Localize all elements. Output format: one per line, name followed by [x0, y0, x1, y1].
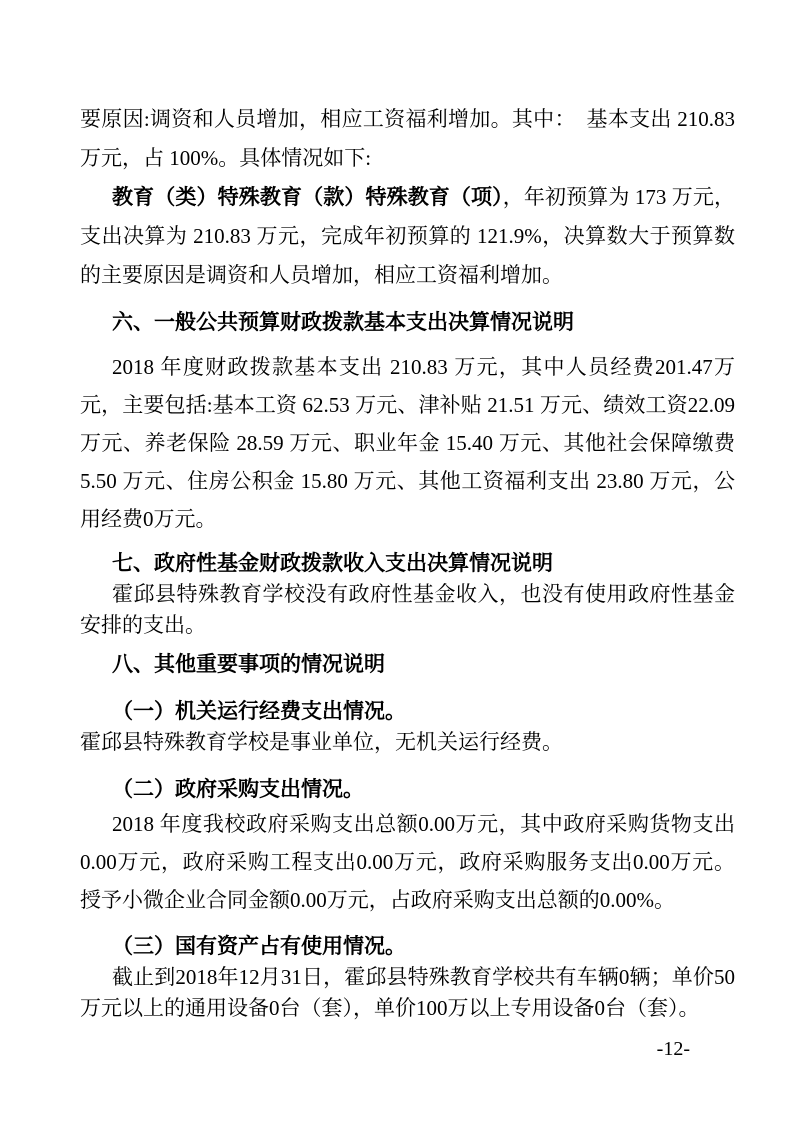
paragraph-item-one: 霍邱县特殊教育学校是事业单位，无机关运行经费。 — [80, 730, 563, 754]
heading-section-eight: 八、其他重要事项的情况说明 — [112, 653, 385, 676]
education-category-detail: ，年初预算为 173 万元，支出决算为 210.83 万元，完成年初预算的 121.9%，决算数大于预算数的主要原因是调资和人员增加，相应工资福利增加。 — [80, 185, 736, 287]
paragraph-section-seven: 霍邱县特殊教育学校没有政府性基金收入，也没有使用政府性基金安排的支出。 — [80, 582, 735, 637]
paragraph-section-six: 2018 年度财政拨款基本支出 210.83 万元，其中人员经费201.47万元，主要包括:基本工资 62.53 万元、津补贴 21.51 万元、绩效工资22.09 万元、养老保险 28.59 万元、职业年金 15.40 万元、其他社会保障缴费 5.50 万元、住房公积金 15.80 万元、其他工资福利支出 23.80 万元，公用经费0万元。 — [80, 355, 735, 531]
heading-item-two: （二）政府采购支出情况。 — [112, 778, 364, 801]
paragraph-item-three: 截止到2018年12月31日，霍邱县特殊教育学校共有车辆0辆；单价50万元以上的通用设备0台（套），单价100万以上专用设备0台（套）。 — [80, 965, 735, 1020]
heading-section-six: 六、一般公共预算财政拨款基本支出决算情况说明 — [112, 311, 574, 334]
paragraph-item-two: 2018 年度我校政府采购支出总额0.00万元，其中政府采购货物支出0.00万元，政府采购工程支出0.00万元，政府采购服务支出0.00万元。授予小微企业合同金额0.00万元，占政府采购支出总额的0.00%。 — [80, 812, 735, 912]
paragraph-education-budget — [80, 178, 735, 295]
paragraph-continuation: 要原因:调资和人员增加，相应工资福利增加。其中： 基本支出 210.83 万元，占 100%。具体情况如下: — [80, 107, 735, 170]
heading-section-seven: 七、政府性基金财政拨款收入支出决算情况说明 — [112, 552, 553, 575]
page-number: -12- — [656, 1038, 690, 1060]
heading-item-one: （一）机关运行经费支出情况。 — [112, 700, 406, 723]
heading-item-three: （三）国有资产占有使用情况。 — [112, 935, 406, 958]
education-category-lead: 教育（类）特殊教育（款）特殊教育（项） — [112, 185, 503, 209]
